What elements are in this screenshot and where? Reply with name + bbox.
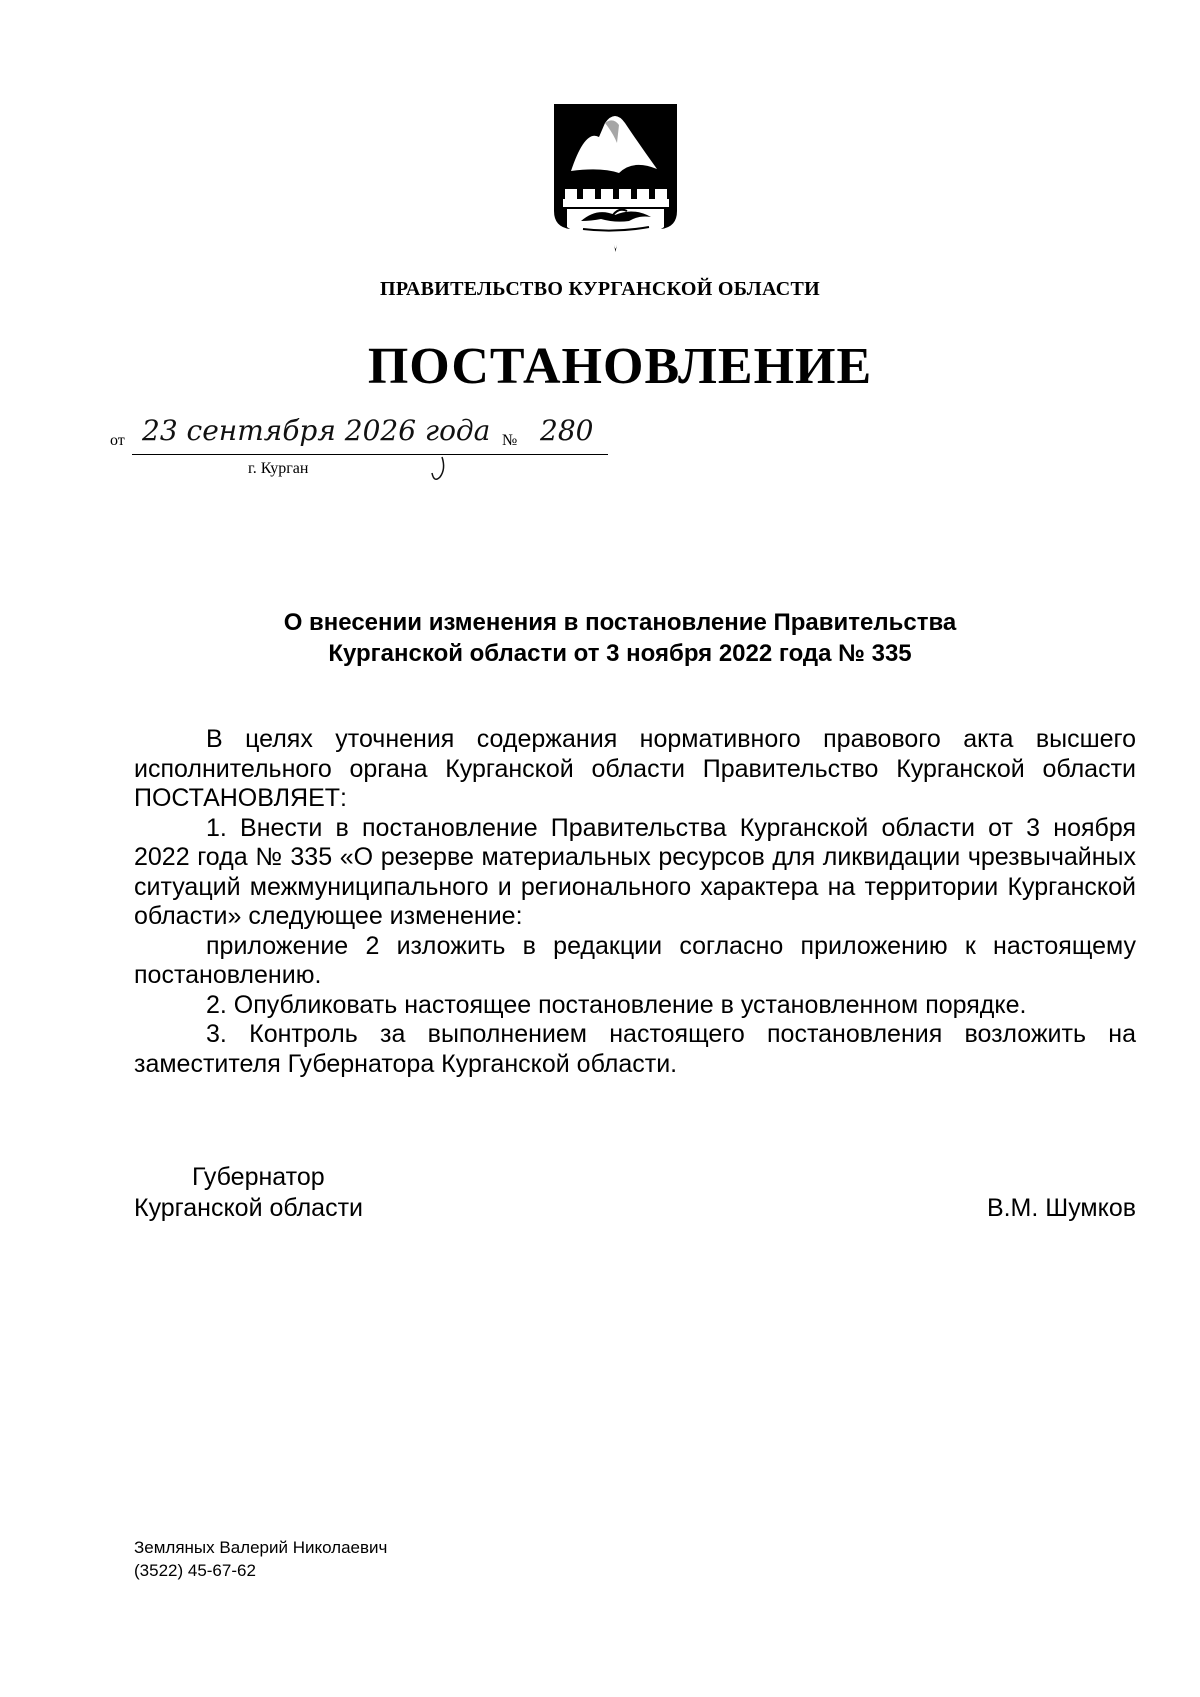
signatory-position <box>134 1162 363 1224</box>
executor-phone: (3522) 45-67-62 <box>134 1561 256 1580</box>
position-line-1: Губернатор <box>192 1163 325 1191</box>
signatory-name: В.М. Шумков <box>986 1194 1136 1222</box>
handwritten-number: 280 <box>540 414 594 447</box>
document-type: ПОСТАНОВЛЕНИЕ <box>367 338 873 395</box>
preamble-paragraph: В целях уточнения содержания нормативного правового акта высшего исполнительного органа Курганской области Правительство Курганской области ПОСТАНОВЛЯЕТ: <box>134 725 1136 812</box>
executor-contact <box>134 1536 387 1582</box>
position-line-2: Курганской области <box>134 1194 364 1222</box>
item-3-paragraph: 3. Контроль за выполнением настоящего постановления возложить на заместителя Губернатора Курганской области. <box>134 1020 1136 1078</box>
handwritten-date: 23 сентября 2026 года <box>142 414 491 447</box>
executor-name: Земляных Валерий Николаевич <box>134 1538 388 1557</box>
item-1-sub-paragraph: приложение 2 изложить в редакции согласно приложению к настоящему постановлению. <box>134 931 1136 989</box>
government-name: ПРАВИТЕЛЬСТВО КУРГАНСКОЙ ОБЛАСТИ <box>380 278 820 300</box>
issue-date-row <box>110 414 630 460</box>
number-label: № <box>502 432 518 449</box>
city: г. Курган <box>248 460 309 477</box>
document-body <box>134 725 1136 1079</box>
kurgan-oblast-coat-of-arms-icon <box>553 103 678 253</box>
item-2-paragraph: 2. Опубликовать настоящее постановление в установленном порядке. <box>206 990 1027 1019</box>
document-title <box>200 607 1040 669</box>
from-label: от <box>110 432 125 449</box>
title-line-2: Курганской области от 3 ноября 2022 года № 335 <box>328 640 912 667</box>
title-line-1: О внесении изменения в постановление Правительства <box>283 609 957 636</box>
pen-stroke <box>428 455 454 485</box>
item-1-paragraph: 1. Внести в постановление Правительства Курганской области от 3 ноября 2022 года № 335 «О резерве материальных ресурсов для ликвидации чрезвычайных ситуаций межмуниципального и регионального характера на территории Курганской области» следующее изменение: <box>134 813 1136 930</box>
